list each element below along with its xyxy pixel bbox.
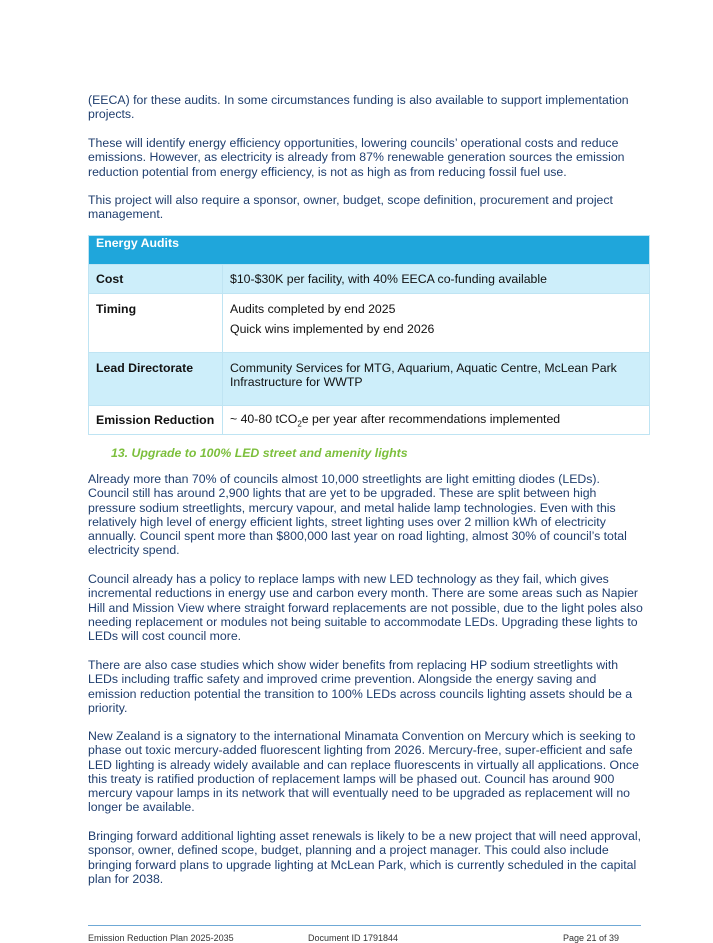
text-line: emission reduction potential the transition to 100% LEDs across councils lighting assets should be a [88,686,633,701]
text-line: relatively high level of energy efficient lights, street lighting uses over 2 million kWh of electricity [88,514,606,529]
lead-value [223,353,650,406]
cost-label: Cost [89,265,223,294]
text-line: There are also case studies which show wider benefits from replacing HP sodium streetlights with [88,658,619,672]
energy-audits-table [88,235,650,435]
text-line: management. [88,207,164,222]
text-line: priority. [88,700,128,715]
footer-page-number: Page 21 of 39 [563,933,620,943]
emission-subscript: 2 [297,419,302,429]
section-paragraph-1 [88,472,653,558]
emission-prefix: ~ 40-80 tCO [230,411,298,426]
emission-value [223,406,650,435]
text-line: projects. [88,107,135,122]
text-line: Council still has around 2,900 lights that are yet to be upgraded. These are split between high [88,486,597,501]
intro-paragraph-1 [88,93,653,122]
text-line: Hill and Mission View where straight forward replacements are not possible, due to the light poles also [88,600,643,615]
text-line: emissions. However, as electricity is already from 87% renewable generation sources the emission [88,150,625,165]
timing-value [223,294,650,353]
section-paragraph-3 [88,658,653,715]
text-line: Already more than 70% of councils almost 10,000 streetlights are light emitting diodes (LEDs). [88,472,600,486]
text-line: LED lighting is already widely available and can replace fluorescents in virtually all applications. Once [88,757,639,772]
text-line: New Zealand is a signatory to the international Minamata Convention on Mercury which is seeking to [88,729,636,743]
text-line: sponsor, owner, defined scope, budget, planning and a project manager. This could also include [88,843,609,858]
lead-line-2: Infrastructure for WWTP [230,375,363,390]
text-line: plan for 2038. [88,871,164,886]
timing-label: Timing [89,294,223,353]
section-paragraph-5 [88,829,653,886]
text-line: LEDs will cost council more. [88,629,242,644]
lead-label: Lead Directorate [89,353,223,406]
text-line: this treaty is ratified production of replacement lamps will be phased out. Council has around 900 [88,771,615,786]
text-line: needing replacement or modules not being suitable to accommodate LEDs. Upgrading these lights to [88,614,638,629]
text-line: These will identify energy efficiency opportunities, lowering councils’ operational costs and reduce [88,136,619,150]
table-row-cost [89,265,650,294]
footer-divider [88,925,641,926]
lead-line-1: Community Services for MTG, Aquarium, Aquatic Centre, McLean Park [230,361,617,375]
footer-document-title: Emission Reduction Plan 2025-2035 [88,933,234,943]
text-line: pressure sodium streetlights, mercury vapour, and metal halide lamp technologies. Even with this [88,500,616,515]
section-paragraph-4 [88,729,653,815]
text-line: annually. Council spent more than $800,000 last year on road lighting, almost 30% of council’s total [88,529,627,544]
text-line: electricity spend. [88,543,180,558]
timing-line-1: Audits completed by end 2025 [230,302,396,316]
text-line: Council already has a policy to replace lamps with new LED technology as they fail, which gives [88,572,609,586]
section-heading: 13. Upgrade to 100% LED street and amenity lights [111,446,408,460]
text-line: LEDs including traffic safety and improved crime prevention. Alongside the energy saving and [88,672,597,687]
text-line: This project will also require a sponsor, owner, budget, scope definition, procurement and project [88,193,613,207]
text-line: mercury vapour lamps in its network that will eventually need to be upgraded as replacement will no [88,786,631,801]
text-line: bringing forward plans to upgrade lighting at McLean Park, which is currently scheduled in the capital [88,857,637,872]
section-paragraph-2 [88,572,653,643]
emission-label: Emission Reduction [89,406,223,435]
intro-paragraph-2 [88,136,653,179]
text-line: Bringing forward additional lighting asset renewals is likely to be a new project that will need approval, [88,829,641,843]
text-line: longer be available. [88,800,195,815]
footer-document-id: Document ID 1791844 [308,933,399,943]
text-line: incremental reductions in energy use and carbon every month. There are some areas such as Napier [88,586,639,601]
table-row-timing [89,294,650,353]
emission-suffix: e per year after recommendations implemented [301,411,561,426]
text-line: (EECA) for these audits. In some circumstances funding is also available to support implementation [88,93,629,107]
table-row-lead [89,353,650,406]
text-line: phase out toxic mercury-added fluorescent lighting from 2026. Mercury-free, super-efficient and safe [88,743,633,758]
text-line: reduction potential from energy efficiency, is not as high as from reducing fossil fuel use. [88,164,567,179]
intro-paragraph-3 [88,193,653,222]
table-header-row [89,236,650,265]
table-header: Energy Audits [89,236,650,265]
timing-line-2: Quick wins implemented by end 2026 [230,322,435,337]
table-row-emission [89,406,650,435]
cost-value: $10-$30K per facility, with 40% EECA co-funding available [223,265,650,294]
